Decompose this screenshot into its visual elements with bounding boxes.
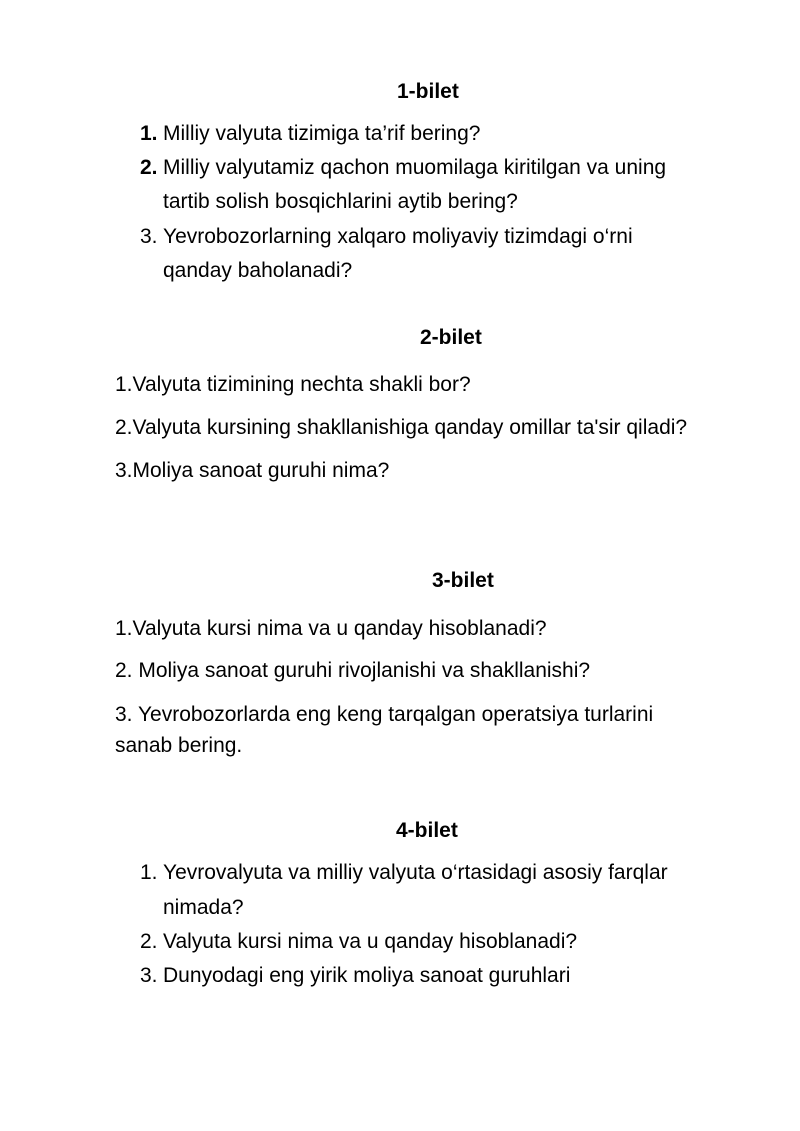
question-text: Milliy valyuta tizimiga ta’rif bering? xyxy=(163,122,481,145)
question-number: 3. xyxy=(140,225,158,248)
ticket-2-question-1: 1.Valyuta tizimining nechta shakli bor? xyxy=(115,373,471,396)
question-number: 2. xyxy=(140,930,158,953)
question-text: Yevrovalyuta va milliy valyuta o‘rtasidagi asosiy farqlar xyxy=(163,861,668,884)
ticket-2-question-2: 2.Valyuta kursining shakllanishiga qanday omillar ta'sir qiladi? xyxy=(115,416,688,439)
question-text: Dunyodagi eng yirik moliya sanoat guruhlari xyxy=(163,964,571,987)
ticket-1-question-3 xyxy=(140,223,633,251)
question-number: 3. xyxy=(140,964,158,987)
ticket-4-title: 4-bilet xyxy=(396,819,458,842)
ticket-2-question-3: 3.Moliya sanoat guruhi nima? xyxy=(115,459,390,482)
question-text: Valyuta kursi nima va u qanday hisoblanadi? xyxy=(163,930,578,953)
question-text: Milliy valyutamiz qachon muomilaga kiritilgan va uning xyxy=(163,156,667,179)
ticket-4-question-3 xyxy=(140,962,570,990)
question-number: 2. xyxy=(140,156,158,179)
question-text: Yevrobozorlarning xalqaro moliyaviy tizimdagi o‘rni xyxy=(163,225,633,248)
ticket-1-question-2 xyxy=(140,154,666,182)
ticket-3-question-1: 1.Valyuta kursi nima va u qanday hisoblanadi? xyxy=(115,617,547,640)
ticket-4-question-1 xyxy=(140,859,668,887)
ticket-4-question-1-continued: nimada? xyxy=(163,896,244,919)
ticket-3-question-3: 3. Yevrobozorlarda eng keng tarqalgan operatsiya turlarini xyxy=(115,703,654,726)
ticket-2-title: 2-bilet xyxy=(420,326,482,349)
ticket-1-question-1 xyxy=(140,120,480,148)
question-number: 1. xyxy=(140,122,158,145)
question-number: 1. xyxy=(140,861,158,884)
ticket-3-question-2: 2. Moliya sanoat guruhi rivojlanishi va shakllanishi? xyxy=(115,659,591,682)
ticket-1-title: 1-bilet xyxy=(397,80,459,103)
ticket-3-title: 3-bilet xyxy=(432,569,494,592)
ticket-4-question-2 xyxy=(140,928,577,956)
ticket-1-question-3-continued: qanday baholanadi? xyxy=(163,259,353,282)
ticket-1-question-2-continued: tartib solish bosqichlarini aytib bering? xyxy=(163,190,518,213)
ticket-3-question-3-continued: sanab bering. xyxy=(115,734,243,757)
